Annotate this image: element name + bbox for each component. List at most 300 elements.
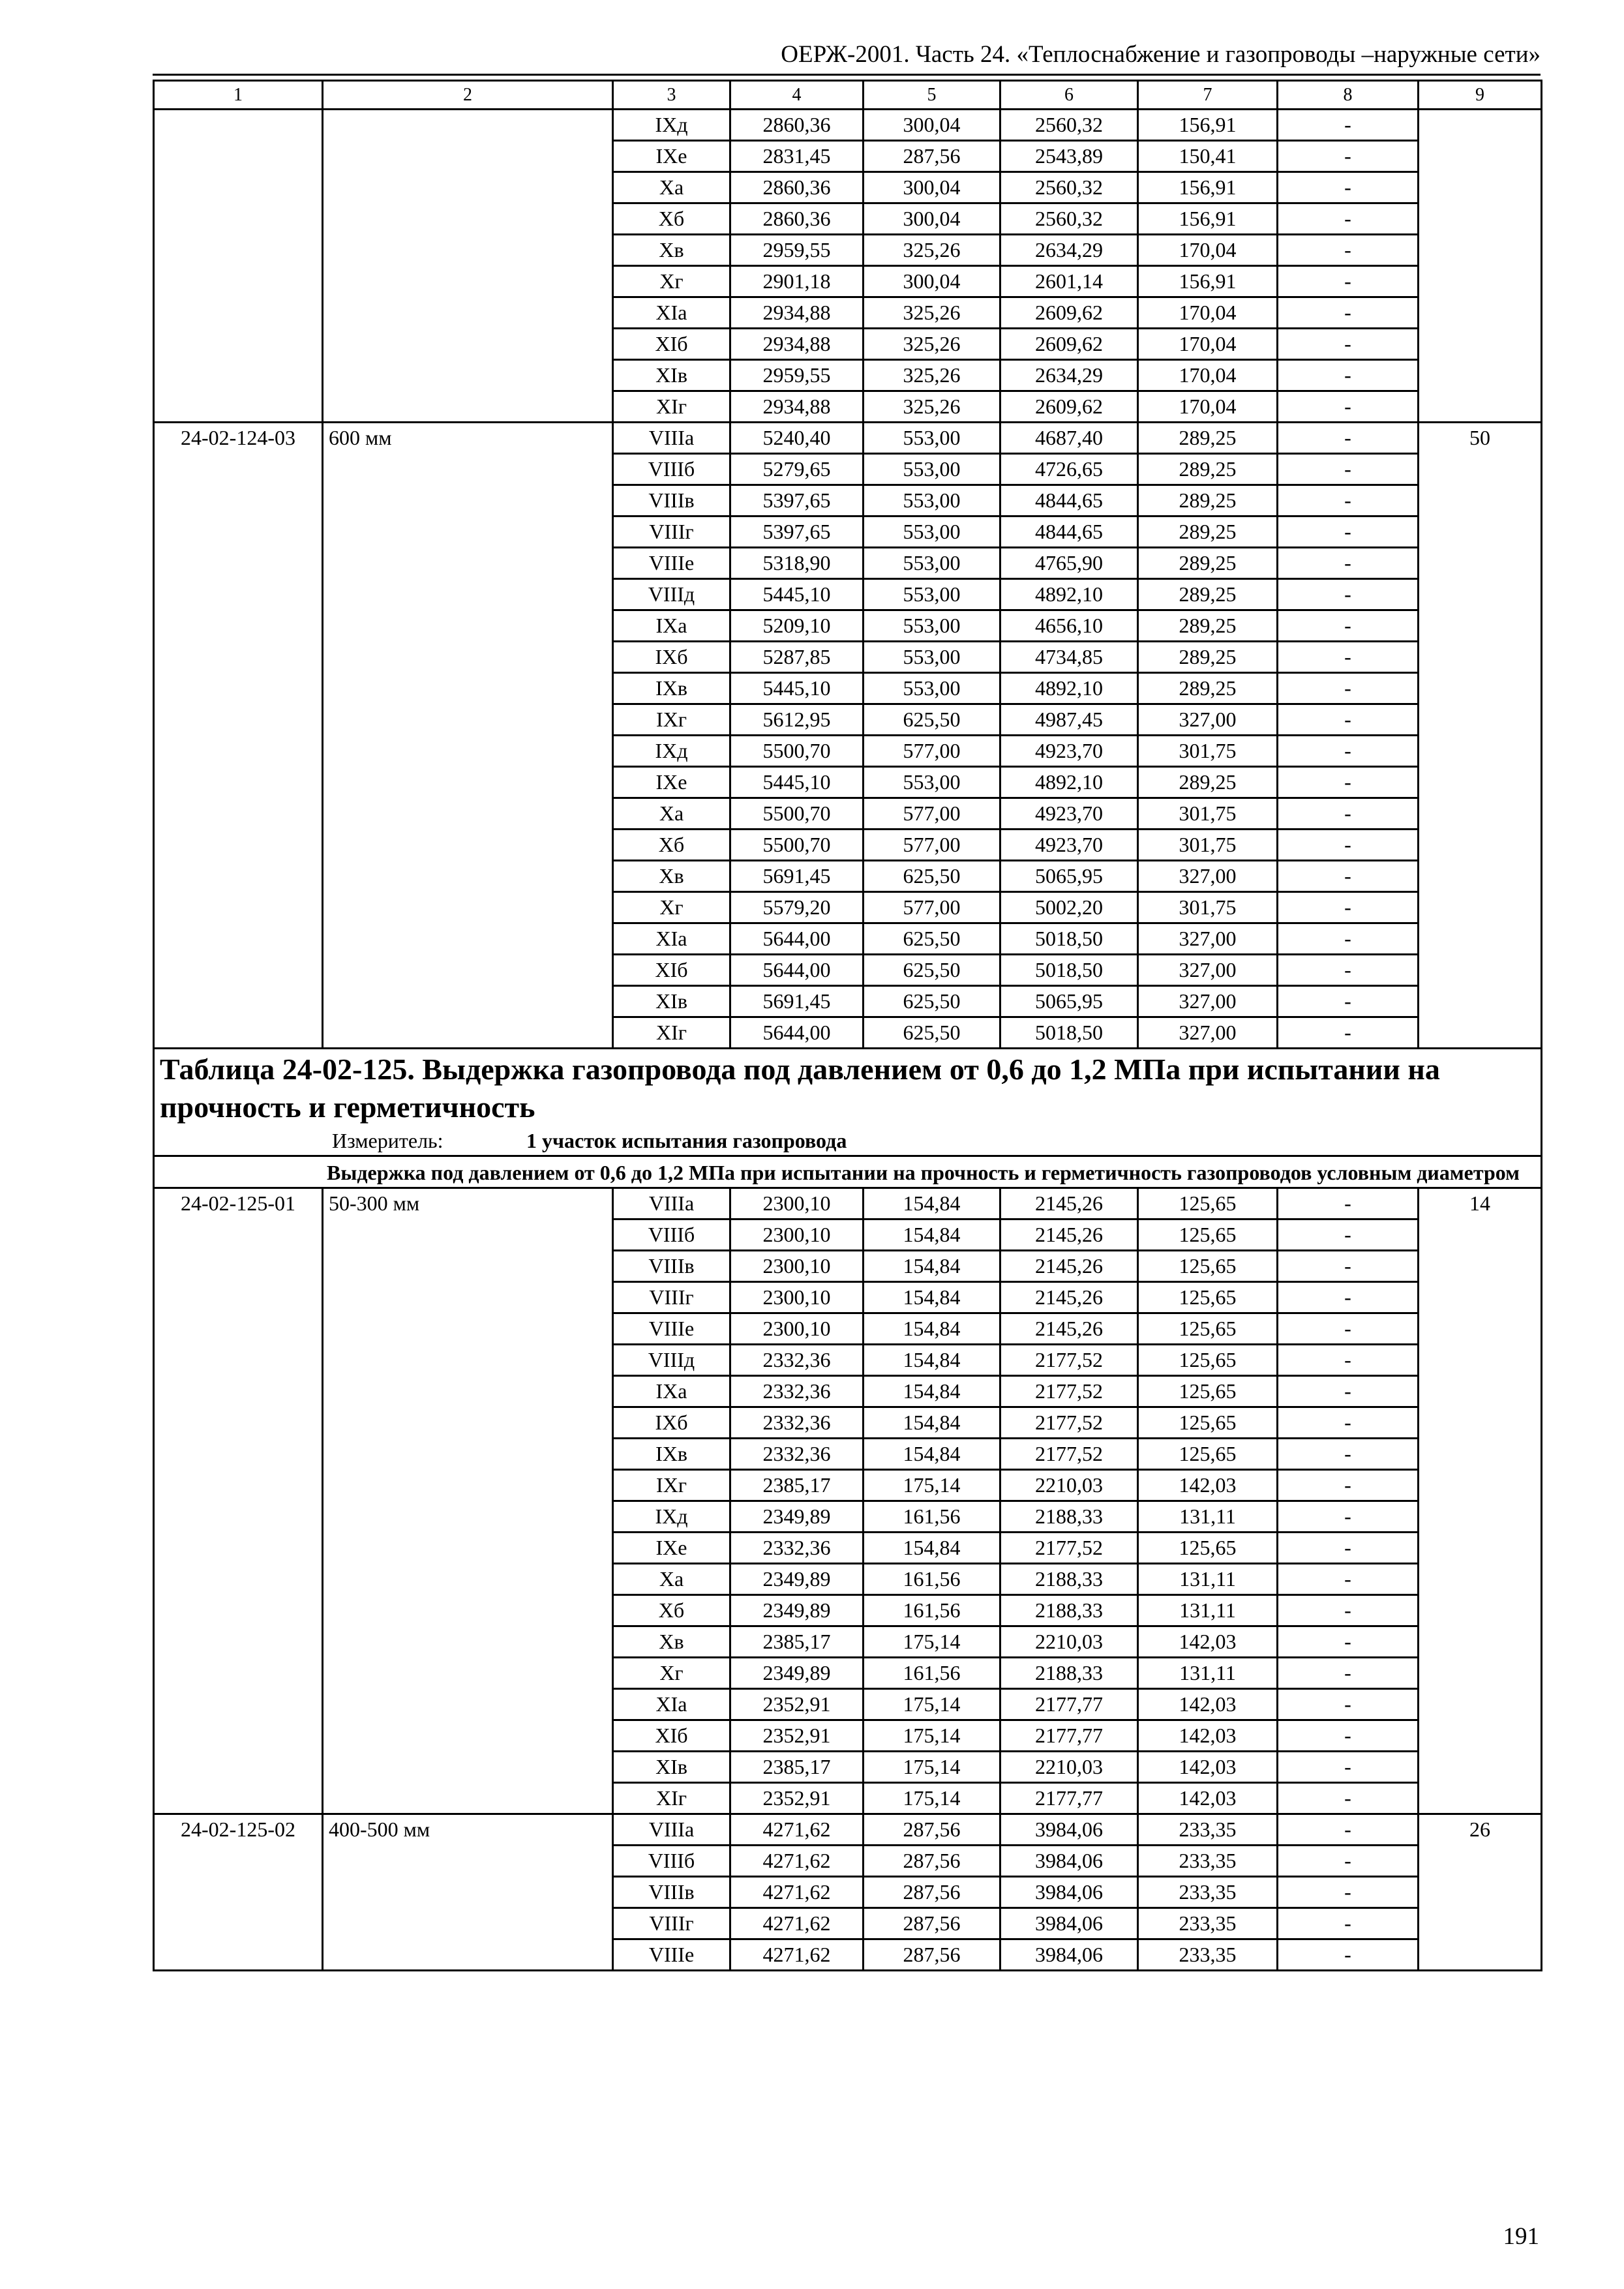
table-row [154,1251,1542,1282]
driver-wage-cell: 289,25 [1138,454,1278,485]
table-row [154,1282,1542,1313]
table-row [154,673,1542,704]
table-row [154,110,1542,141]
cost-cell: 2934,88 [730,329,864,360]
machine-cell: 2188,33 [1000,1595,1138,1626]
machine-cell: 2543,89 [1000,141,1138,172]
cost-cell: 2901,18 [730,266,864,297]
machine-cell: 2177,52 [1000,1345,1138,1376]
table-row [154,1846,1542,1877]
material-cell: - [1278,736,1419,767]
table-row [154,1313,1542,1345]
wage-cell: 553,00 [864,516,1000,548]
code-cell [154,704,323,736]
zone-cell: XIб [613,329,730,360]
machine-cell: 5018,50 [1000,1017,1138,1049]
table-row [154,1814,1542,1846]
code-cell [154,1595,323,1626]
diameter-cell: 600 мм [323,423,613,454]
driver-wage-cell: 301,75 [1138,736,1278,767]
col9-cell [1419,1501,1542,1533]
machine-cell: 5018,50 [1000,923,1138,955]
material-cell: - [1278,423,1419,454]
wage-cell: 553,00 [864,673,1000,704]
zone-cell: Xа [613,798,730,830]
diameter-cell [323,1407,613,1439]
diameter-cell [323,297,613,329]
diameter-cell [323,642,613,673]
material-cell: - [1278,1720,1419,1752]
col9-cell [1419,1564,1542,1595]
diameter-cell [323,485,613,516]
table-row [154,1658,1542,1689]
diameter-cell [323,1626,613,1658]
driver-wage-cell: 125,65 [1138,1188,1278,1219]
driver-wage-cell: 170,04 [1138,360,1278,391]
material-cell: - [1278,235,1419,266]
cost-cell: 5397,65 [730,485,864,516]
zone-cell: Xб [613,203,730,235]
code-cell [154,1439,323,1470]
machine-cell: 4726,65 [1000,454,1138,485]
code-cell [154,1752,323,1783]
material-cell: - [1278,610,1419,642]
zone-cell: IXг [613,1470,730,1501]
column-number: 1 [154,81,323,110]
diameter-cell [323,1877,613,1908]
col9-cell [1419,861,1542,892]
driver-wage-cell: 289,25 [1138,610,1278,642]
code-cell [154,579,323,610]
zone-cell: Xг [613,892,730,923]
table-title-cell [154,1049,1542,1156]
cost-cell: 2385,17 [730,1626,864,1658]
zone-cell: Xв [613,235,730,266]
column-number: 8 [1278,81,1419,110]
cost-cell: 2300,10 [730,1188,864,1219]
zone-cell: VIIIг [613,516,730,548]
table-row [154,1345,1542,1376]
material-cell: - [1278,1439,1419,1470]
col9-cell [1419,1407,1542,1439]
diameter-cell [323,798,613,830]
zone-cell: IXа [613,610,730,642]
col9-cell [1419,673,1542,704]
machine-cell: 2145,26 [1000,1313,1138,1345]
diameter-cell [323,1251,613,1282]
driver-wage-cell: 142,03 [1138,1689,1278,1720]
driver-wage-cell: 131,11 [1138,1564,1278,1595]
table-row [154,548,1542,579]
code-cell [154,642,323,673]
driver-wage-cell: 125,65 [1138,1533,1278,1564]
code-cell [154,1251,323,1282]
diameter-cell: 50-300 мм [323,1188,613,1219]
code-cell [154,548,323,579]
col9-cell [1419,1939,1542,1971]
col9-cell [1419,1720,1542,1752]
machine-cell: 5018,50 [1000,955,1138,986]
wage-cell: 154,84 [864,1376,1000,1407]
column-number-row [154,81,1542,110]
material-cell: - [1278,1313,1419,1345]
cost-cell: 5500,70 [730,736,864,767]
table-row [154,704,1542,736]
driver-wage-cell: 233,35 [1138,1908,1278,1939]
code-cell [154,1626,323,1658]
table-row [154,485,1542,516]
col9-cell [1419,1752,1542,1783]
zone-cell: IXб [613,642,730,673]
material-cell: - [1278,923,1419,955]
code-cell [154,798,323,830]
machine-cell: 2177,52 [1000,1376,1138,1407]
col9-cell [1419,235,1542,266]
machine-cell: 2177,52 [1000,1533,1138,1564]
table-row [154,391,1542,423]
material-cell: - [1278,1783,1419,1814]
table-row [154,1626,1542,1658]
code-cell [154,1533,323,1564]
machine-cell: 4987,45 [1000,704,1138,736]
header-rule [153,74,1541,76]
diameter-cell [323,1439,613,1470]
zone-cell: VIIIв [613,1251,730,1282]
material-cell: - [1278,861,1419,892]
col9-cell [1419,642,1542,673]
zone-cell: Xв [613,861,730,892]
diameter-cell [323,1689,613,1720]
wage-cell: 154,84 [864,1345,1000,1376]
wage-cell: 577,00 [864,736,1000,767]
col9-cell [1419,485,1542,516]
zone-cell: IXд [613,736,730,767]
col9-cell [1419,798,1542,830]
driver-wage-cell: 301,75 [1138,892,1278,923]
machine-cell: 5065,95 [1000,986,1138,1017]
diameter-cell [323,1908,613,1939]
wage-cell: 300,04 [864,266,1000,297]
wage-cell: 553,00 [864,767,1000,798]
cost-cell: 2934,88 [730,391,864,423]
table-row [154,798,1542,830]
machine-cell: 5065,95 [1000,861,1138,892]
table-row [154,454,1542,485]
cost-cell: 5318,90 [730,548,864,579]
driver-wage-cell: 131,11 [1138,1658,1278,1689]
material-cell: - [1278,1219,1419,1251]
code-cell [154,1313,323,1345]
material-cell: - [1278,830,1419,861]
machine-cell: 3984,06 [1000,1877,1138,1908]
machine-cell: 2177,52 [1000,1407,1138,1439]
diameter-cell [323,266,613,297]
machine-cell: 2145,26 [1000,1282,1138,1313]
machine-cell: 4923,70 [1000,798,1138,830]
table-row [154,1439,1542,1470]
cost-cell: 2385,17 [730,1752,864,1783]
wage-cell: 300,04 [864,172,1000,203]
zone-cell: VIIIб [613,454,730,485]
zone-cell: IXб [613,1407,730,1439]
table-row [154,297,1542,329]
wage-cell: 325,26 [864,391,1000,423]
material-cell: - [1278,1877,1419,1908]
col9-cell [1419,1689,1542,1720]
material-cell: - [1278,203,1419,235]
driver-wage-cell: 327,00 [1138,955,1278,986]
machine-cell: 4892,10 [1000,673,1138,704]
code-cell [154,1720,323,1752]
col9-cell [1419,1783,1542,1814]
col9-cell [1419,454,1542,485]
zone-cell: VIIIв [613,1877,730,1908]
cost-cell: 5445,10 [730,673,864,704]
material-cell: - [1278,673,1419,704]
table-row [154,923,1542,955]
zone-cell: Xг [613,266,730,297]
wage-cell: 625,50 [864,704,1000,736]
col9-cell [1419,203,1542,235]
wage-cell: 625,50 [864,1017,1000,1049]
diameter-cell [323,1501,613,1533]
driver-wage-cell: 125,65 [1138,1407,1278,1439]
machine-cell: 4765,90 [1000,548,1138,579]
table-row [154,1564,1542,1595]
col9-cell [1419,579,1542,610]
col9-cell [1419,1439,1542,1470]
wage-cell: 625,50 [864,955,1000,986]
col9-cell [1419,548,1542,579]
material-cell: - [1278,642,1419,673]
material-cell: - [1278,955,1419,986]
material-cell: - [1278,1282,1419,1313]
wage-cell: 625,50 [864,861,1000,892]
driver-wage-cell: 125,65 [1138,1376,1278,1407]
zone-cell: Xв [613,1626,730,1658]
machine-cell: 3984,06 [1000,1939,1138,1971]
code-cell [154,955,323,986]
table-row [154,736,1542,767]
table-row [154,1783,1542,1814]
diameter-cell [323,830,613,861]
table-description-row [154,1156,1542,1188]
material-cell: - [1278,1908,1419,1939]
table-row [154,1470,1542,1501]
machine-cell: 4844,65 [1000,516,1138,548]
cost-cell: 5287,85 [730,642,864,673]
wage-cell: 625,50 [864,923,1000,955]
zone-cell: VIIIг [613,1282,730,1313]
wage-cell: 175,14 [864,1470,1000,1501]
table-row [154,861,1542,892]
col9-cell: 14 [1419,1188,1542,1219]
material-cell: - [1278,454,1419,485]
col9-cell [1419,1595,1542,1626]
table-row [154,1908,1542,1939]
code-cell [154,1219,323,1251]
zone-cell: IXг [613,704,730,736]
col9-cell [1419,110,1542,141]
driver-wage-cell: 170,04 [1138,329,1278,360]
diameter-cell [323,923,613,955]
material-cell: - [1278,892,1419,923]
wage-cell: 325,26 [864,360,1000,391]
col9-cell [1419,1219,1542,1251]
code-cell [154,1689,323,1720]
col9-cell [1419,1345,1542,1376]
cost-cell: 2332,36 [730,1345,864,1376]
material-cell: - [1278,1846,1419,1877]
driver-wage-cell: 156,91 [1138,172,1278,203]
diameter-cell [323,516,613,548]
code-cell: 24-02-125-01 [154,1188,323,1219]
col9-cell [1419,172,1542,203]
zone-cell: XIв [613,360,730,391]
cost-cell: 2300,10 [730,1219,864,1251]
material-cell: - [1278,485,1419,516]
table-description: Выдержка под давлением от 0,6 до 1,2 МПа при испытании на прочность и герметичность газопроводов условным диаметром [154,1156,1542,1188]
wage-cell: 154,84 [864,1439,1000,1470]
cost-cell: 2332,36 [730,1407,864,1439]
wage-cell: 553,00 [864,454,1000,485]
code-cell [154,266,323,297]
machine-cell: 4844,65 [1000,485,1138,516]
machine-cell: 2560,32 [1000,203,1138,235]
wage-cell: 553,00 [864,485,1000,516]
driver-wage-cell: 125,65 [1138,1345,1278,1376]
rates-table [153,80,1542,1971]
driver-wage-cell: 131,11 [1138,1595,1278,1626]
diameter-cell [323,1720,613,1752]
driver-wage-cell: 233,35 [1138,1846,1278,1877]
wage-cell: 625,50 [864,986,1000,1017]
diameter-cell [323,1783,613,1814]
cost-cell: 4271,62 [730,1814,864,1846]
material-cell: - [1278,329,1419,360]
machine-cell: 2177,77 [1000,1783,1138,1814]
diameter-cell [323,548,613,579]
zone-cell: XIб [613,955,730,986]
zone-cell: Xа [613,1564,730,1595]
material-cell: - [1278,1595,1419,1626]
col9-cell [1419,1877,1542,1908]
table-row [154,579,1542,610]
code-cell [154,1470,323,1501]
wage-cell: 553,00 [864,423,1000,454]
table-row [154,1407,1542,1439]
table-row [154,1877,1542,1908]
code-cell [154,485,323,516]
machine-cell: 3984,06 [1000,1908,1138,1939]
driver-wage-cell: 289,25 [1138,673,1278,704]
table-title-row [154,1049,1542,1156]
material-cell: - [1278,360,1419,391]
col9-cell [1419,1017,1542,1049]
driver-wage-cell: 289,25 [1138,516,1278,548]
diameter-cell [323,579,613,610]
zone-cell: IXв [613,673,730,704]
zone-cell: VIIIа [613,1188,730,1219]
col9-cell [1419,736,1542,767]
code-cell [154,861,323,892]
machine-cell: 2609,62 [1000,329,1138,360]
driver-wage-cell: 142,03 [1138,1720,1278,1752]
machine-cell: 2601,14 [1000,266,1138,297]
code-cell [154,1017,323,1049]
driver-wage-cell: 131,11 [1138,1501,1278,1533]
code-cell [154,1282,323,1313]
driver-wage-cell: 327,00 [1138,986,1278,1017]
material-cell: - [1278,798,1419,830]
driver-wage-cell: 125,65 [1138,1251,1278,1282]
wage-cell: 287,56 [864,1814,1000,1846]
driver-wage-cell: 327,00 [1138,923,1278,955]
diameter-cell [323,329,613,360]
col9-cell [1419,141,1542,172]
wage-cell: 154,84 [864,1251,1000,1282]
zone-cell: VIIIд [613,579,730,610]
column-number: 4 [730,81,864,110]
machine-cell: 4923,70 [1000,830,1138,861]
cost-cell: 4271,62 [730,1939,864,1971]
zone-cell: VIIIг [613,1908,730,1939]
material-cell: - [1278,1345,1419,1376]
table-row [154,1188,1542,1219]
cost-cell: 2332,36 [730,1376,864,1407]
col9-cell [1419,1533,1542,1564]
cost-cell: 2300,10 [730,1282,864,1313]
machine-cell: 2560,32 [1000,172,1138,203]
table-row [154,1376,1542,1407]
wage-cell: 553,00 [864,579,1000,610]
zone-cell: IXд [613,1501,730,1533]
diameter-cell: 400-500 мм [323,1814,613,1846]
cost-cell: 5691,45 [730,861,864,892]
code-cell [154,1376,323,1407]
cost-cell: 2349,89 [730,1564,864,1595]
cost-cell: 2959,55 [730,235,864,266]
code-cell [154,736,323,767]
diameter-cell [323,360,613,391]
table-row [154,329,1542,360]
col9-cell [1419,986,1542,1017]
cost-cell: 2959,55 [730,360,864,391]
cost-cell: 2300,10 [730,1313,864,1345]
table-row [154,642,1542,673]
machine-cell: 5002,20 [1000,892,1138,923]
cost-cell: 2349,89 [730,1658,864,1689]
machine-cell: 2609,62 [1000,391,1138,423]
wage-cell: 325,26 [864,297,1000,329]
col9-cell [1419,830,1542,861]
diameter-cell [323,704,613,736]
wage-cell: 287,56 [864,1939,1000,1971]
diameter-cell [323,1564,613,1595]
driver-wage-cell: 125,65 [1138,1313,1278,1345]
zone-cell: XIг [613,391,730,423]
material-cell: - [1278,297,1419,329]
col9-cell [1419,1470,1542,1501]
machine-cell: 4734,85 [1000,642,1138,673]
code-cell [154,391,323,423]
zone-cell: XIа [613,1689,730,1720]
driver-wage-cell: 233,35 [1138,1877,1278,1908]
code-cell: 24-02-124-03 [154,423,323,454]
machine-cell: 4892,10 [1000,579,1138,610]
code-cell: 24-02-125-02 [154,1814,323,1846]
wage-cell: 287,56 [864,1877,1000,1908]
